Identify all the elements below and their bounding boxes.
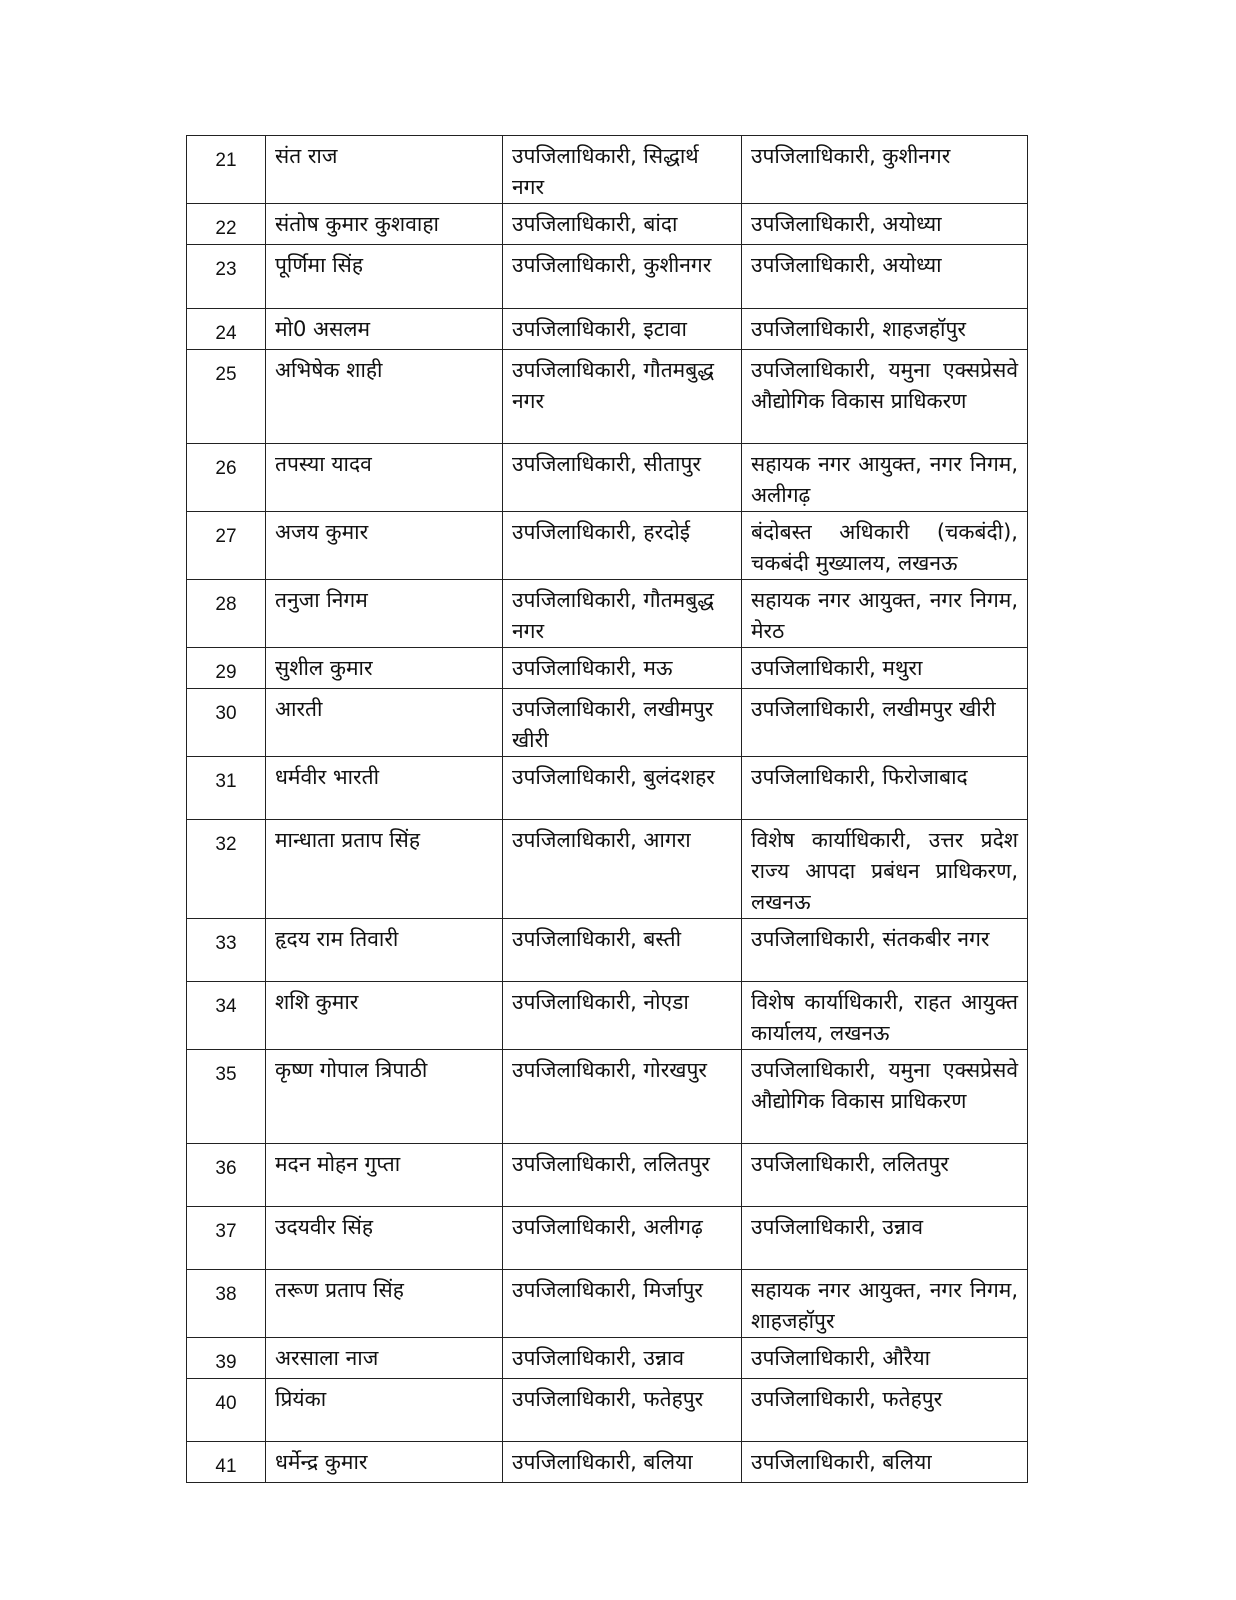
table-row: [187, 982, 1028, 1050]
serial-number: 35: [187, 1050, 266, 1144]
new-posting: विशेष कार्याधिकारी, उत्तर प्रदेश राज्य आपदा प्रबंधन प्राधिकरण, लखनऊ: [742, 820, 1028, 919]
current-posting: उपजिलाधिकारी, आगरा: [503, 820, 742, 919]
current-posting: उपजिलाधिकारी, ललितपुर: [503, 1144, 742, 1207]
table-row: [187, 1442, 1028, 1483]
serial-number: 21: [187, 136, 266, 204]
table-row: [187, 1338, 1028, 1379]
table-row: [187, 204, 1028, 245]
table-row: [187, 1050, 1028, 1144]
new-posting: उपजिलाधिकारी, लखीमपुर खीरी: [742, 689, 1028, 757]
current-posting: उपजिलाधिकारी, गौतमबुद्ध नगर: [503, 350, 742, 444]
current-posting: उपजिलाधिकारी, इटावा: [503, 309, 742, 350]
current-posting: उपजिलाधिकारी, सीतापुर: [503, 444, 742, 512]
new-posting: उपजिलाधिकारी, अयोध्या: [742, 204, 1028, 245]
officer-name: संत राज: [266, 136, 503, 204]
officer-name: तपस्या यादव: [266, 444, 503, 512]
serial-number: 26: [187, 444, 266, 512]
table-row: [187, 1270, 1028, 1338]
officer-name: धर्मवीर भारती: [266, 757, 503, 820]
officer-name: अरसाला नाज: [266, 1338, 503, 1379]
serial-number: 22: [187, 204, 266, 245]
serial-number: 41: [187, 1442, 266, 1483]
new-posting: बंदोबस्त अधिकारी (चकबंदी), चकबंदी मुख्यालय, लखनऊ: [742, 512, 1028, 580]
new-posting: उपजिलाधिकारी, मथुरा: [742, 648, 1028, 689]
current-posting: उपजिलाधिकारी, गौतमबुद्ध नगर: [503, 580, 742, 648]
serial-number: 34: [187, 982, 266, 1050]
new-posting: उपजिलाधिकारी, अयोध्या: [742, 245, 1028, 309]
table-row: [187, 1379, 1028, 1442]
serial-number: 25: [187, 350, 266, 444]
officer-name: अभिषेक शाही: [266, 350, 503, 444]
table-row: [187, 689, 1028, 757]
officer-name: मान्धाता प्रताप सिंह: [266, 820, 503, 919]
serial-number: 24: [187, 309, 266, 350]
officer-name: अजय कुमार: [266, 512, 503, 580]
new-posting: उपजिलाधिकारी, शाहजहॉपुर: [742, 309, 1028, 350]
table-row: [187, 919, 1028, 982]
table-row: [187, 1207, 1028, 1270]
table-row: [187, 757, 1028, 820]
serial-number: 29: [187, 648, 266, 689]
officer-name: आरती: [266, 689, 503, 757]
table-row: [187, 580, 1028, 648]
new-posting: उपजिलाधिकारी, संतकबीर नगर: [742, 919, 1028, 982]
officer-name: सुशील कुमार: [266, 648, 503, 689]
officer-name: उदयवीर सिंह: [266, 1207, 503, 1270]
current-posting: उपजिलाधिकारी, अलीगढ़: [503, 1207, 742, 1270]
serial-number: 33: [187, 919, 266, 982]
new-posting: उपजिलाधिकारी, यमुना एक्सप्रेसवे औद्योगिक विकास प्राधिकरण: [742, 1050, 1028, 1144]
new-posting: उपजिलाधिकारी, उन्नाव: [742, 1207, 1028, 1270]
table-row: [187, 245, 1028, 309]
current-posting: उपजिलाधिकारी, बलिया: [503, 1442, 742, 1483]
officer-name: पूर्णिमा सिंह: [266, 245, 503, 309]
serial-number: 32: [187, 820, 266, 919]
new-posting: उपजिलाधिकारी, ललितपुर: [742, 1144, 1028, 1207]
serial-number: 30: [187, 689, 266, 757]
new-posting: सहायक नगर आयुक्त, नगर निगम, मेरठ: [742, 580, 1028, 648]
table-row: [187, 309, 1028, 350]
current-posting: उपजिलाधिकारी, उन्नाव: [503, 1338, 742, 1379]
new-posting: उपजिलाधिकारी, औरैया: [742, 1338, 1028, 1379]
officer-name: शशि कुमार: [266, 982, 503, 1050]
current-posting: उपजिलाधिकारी, मऊ: [503, 648, 742, 689]
new-posting: विशेष कार्याधिकारी, राहत आयुक्त कार्यालय, लखनऊ: [742, 982, 1028, 1050]
officer-name: हृदय राम तिवारी: [266, 919, 503, 982]
new-posting: उपजिलाधिकारी, कुशीनगर: [742, 136, 1028, 204]
current-posting: उपजिलाधिकारी, बांदा: [503, 204, 742, 245]
new-posting: सहायक नगर आयुक्त, नगर निगम, शाहजहॉपुर: [742, 1270, 1028, 1338]
current-posting: उपजिलाधिकारी, लखीमपुर खीरी: [503, 689, 742, 757]
current-posting: उपजिलाधिकारी, कुशीनगर: [503, 245, 742, 309]
serial-number: 31: [187, 757, 266, 820]
serial-number: 36: [187, 1144, 266, 1207]
new-posting: सहायक नगर आयुक्त, नगर निगम, अलीगढ़: [742, 444, 1028, 512]
current-posting: उपजिलाधिकारी, फतेहपुर: [503, 1379, 742, 1442]
officer-name: प्रियंका: [266, 1379, 503, 1442]
current-posting: उपजिलाधिकारी, बस्ती: [503, 919, 742, 982]
serial-number: 23: [187, 245, 266, 309]
table-row: [187, 136, 1028, 204]
current-posting: उपजिलाधिकारी, मिर्जापुर: [503, 1270, 742, 1338]
current-posting: उपजिलाधिकारी, सिद्धार्थ नगर: [503, 136, 742, 204]
table-row: [187, 1144, 1028, 1207]
current-posting: उपजिलाधिकारी, नोएडा: [503, 982, 742, 1050]
table-row: [187, 648, 1028, 689]
officer-name: संतोष कुमार कुशवाहा: [266, 204, 503, 245]
table-row: [187, 820, 1028, 919]
serial-number: 38: [187, 1270, 266, 1338]
table-row: [187, 512, 1028, 580]
serial-number: 40: [187, 1379, 266, 1442]
current-posting: उपजिलाधिकारी, बुलंदशहर: [503, 757, 742, 820]
serial-number: 39: [187, 1338, 266, 1379]
transfer-table: [186, 135, 1028, 1483]
current-posting: उपजिलाधिकारी, गोरखपुर: [503, 1050, 742, 1144]
officer-name: तरूण प्रताप सिंह: [266, 1270, 503, 1338]
transfer-table-body: [187, 136, 1028, 1483]
officer-name: मदन मोहन गुप्ता: [266, 1144, 503, 1207]
officer-name: मो0 असलम: [266, 309, 503, 350]
table-row: [187, 350, 1028, 444]
officer-name: कृष्ण गोपाल त्रिपाठी: [266, 1050, 503, 1144]
new-posting: उपजिलाधिकारी, फिरोजाबाद: [742, 757, 1028, 820]
current-posting: उपजिलाधिकारी, हरदोई: [503, 512, 742, 580]
new-posting: उपजिलाधिकारी, फतेहपुर: [742, 1379, 1028, 1442]
new-posting: उपजिलाधिकारी, बलिया: [742, 1442, 1028, 1483]
new-posting: उपजिलाधिकारी, यमुना एक्सप्रेसवे औद्योगिक विकास प्राधिकरण: [742, 350, 1028, 444]
serial-number: 27: [187, 512, 266, 580]
officer-name: तनुजा निगम: [266, 580, 503, 648]
serial-number: 28: [187, 580, 266, 648]
serial-number: 37: [187, 1207, 266, 1270]
officer-name: धर्मेन्द्र कुमार: [266, 1442, 503, 1483]
table-row: [187, 444, 1028, 512]
